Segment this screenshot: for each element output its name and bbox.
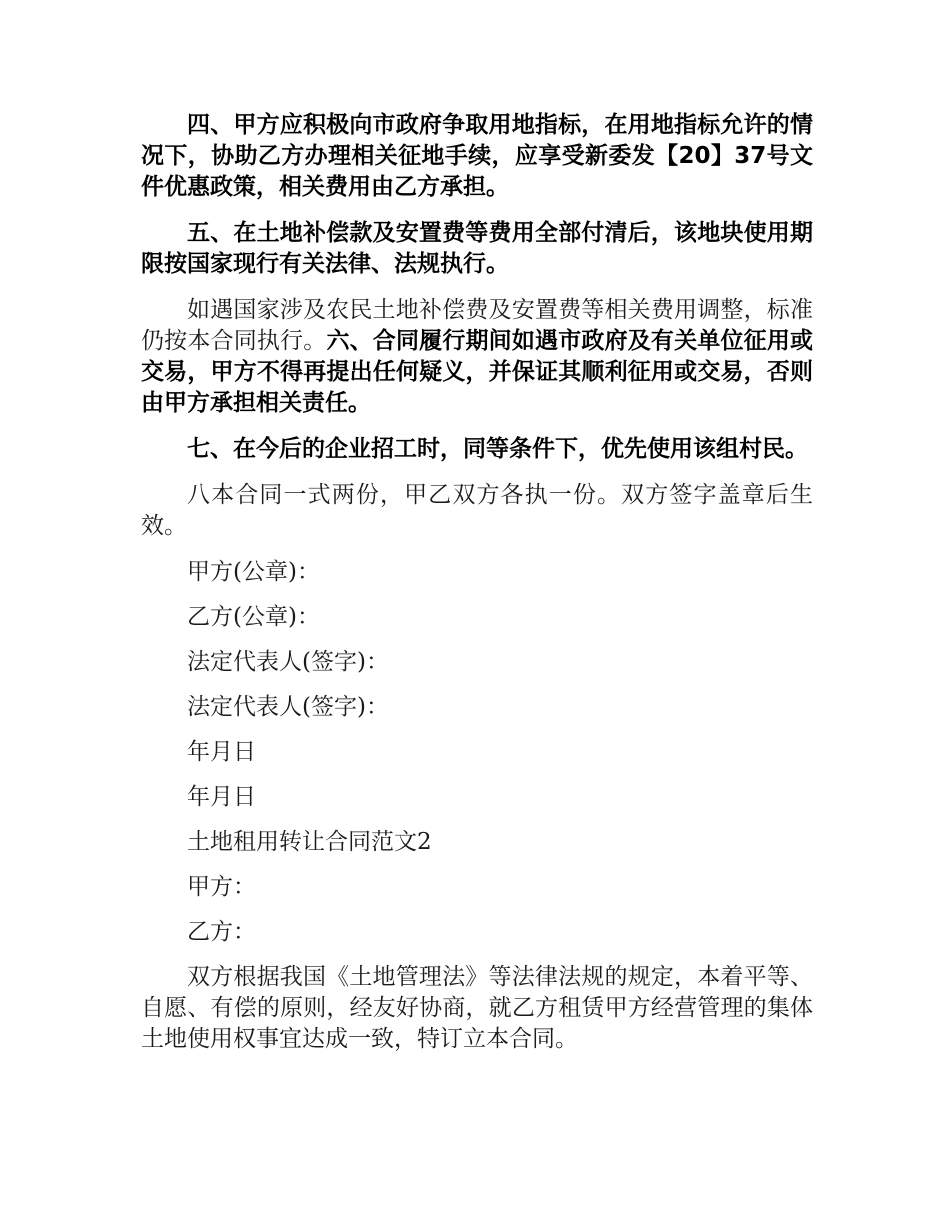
- sample-2-intro: 双方根据我国《土地管理法》等法律法规的规定，本着平等、自愿、有偿的原则，经友好协商，就乙方租赁甲方经营管理的集体土地使用权事宜达成一致，特订立本合同。: [141, 964, 813, 1052]
- clause-4: 四、甲方应积极向市政府争取用地指标，在用地指标允许的情况下，协助乙方办理相关征地手续，应享受新委发【20】37号文件优惠政策，相关费用由乙方承担。: [141, 112, 813, 200]
- sample-2-title: 土地租用转让合同范文2: [187, 829, 432, 855]
- party-b-seal: 乙方(公章)：: [187, 604, 320, 630]
- sample-2-party-a: 甲方：: [187, 874, 256, 900]
- party-a-seal: 甲方(公章)：: [187, 559, 320, 585]
- sample-2-party-b: 乙方：: [187, 919, 256, 945]
- clause-7: 七、在今后的企业招工时，同等条件下，优先使用该组村民。: [187, 436, 808, 462]
- date-a: 年月日: [187, 739, 256, 765]
- legal-rep-a: 法定代表人(签字)：: [187, 649, 389, 675]
- document-body: [141, 110, 813, 1070]
- adjustment-note: 如遇国家涉及农民土地补偿费及安置费等相关费用调整，标准仍按本合同执行。: [141, 297, 813, 354]
- clause-8: 八本合同一式两份，甲乙双方各执一份。双方签字盖章后生效。: [141, 482, 813, 539]
- clause-6: 六、合同履行期间如遇市政府及有关单位征用或交易，甲方不得再提出任何疑义，并保证其顺利征用或交易，否则由甲方承担相关责任。: [141, 328, 814, 416]
- date-b: 年月日: [187, 784, 256, 810]
- clause-5: 五、在土地补偿款及安置费等费用全部付清后，该地块使用期限按国家现行有关法律、法规执行。: [141, 220, 813, 277]
- legal-rep-b: 法定代表人(签字)：: [187, 694, 389, 720]
- adjustment-and-clause-6: [141, 295, 813, 419]
